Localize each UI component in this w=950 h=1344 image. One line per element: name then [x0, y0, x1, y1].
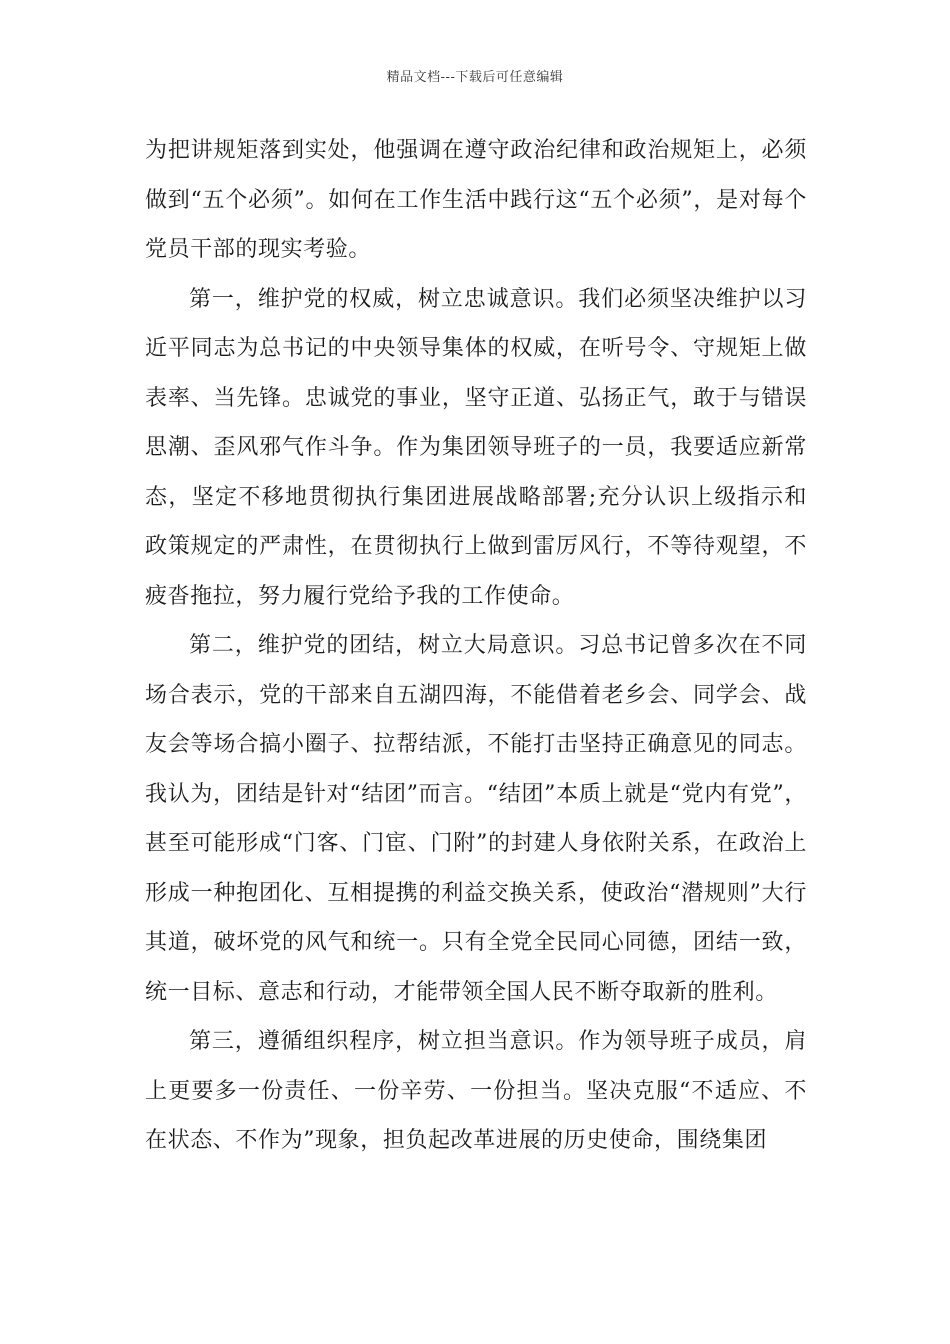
paragraph-third-point: 第三，遵循组织程序，树立担当意识。作为领导班子成员，肩上更要多一份责任、一份辛劳、一份担当。坚决克服“不适应、不在状态、不作为”现象，担负起改革进展的历史使命，围绕集团 [145, 1029, 807, 1153]
paragraph-first-point: 第一，维护党的权威，树立忠诚意识。我们必须坚决维护以习近平同志为总书记的中央领导集体的权威，在听号令、守规矩上做表率、当先锋。忠诚党的事业，坚守正道、弘扬正气，敢于与错误思潮、歪风邪气作斗争。作为集团领导班子的一员，我要适应新常态，坚定不移地贯彻执行集团进展战略部署;充分认识上级指示和政策规定的严肃性，在贯彻执行上做到雷厉风行，不等待观望，不疲沓拖拉，努力履行党给予我的工作使命。 [145, 286, 807, 609]
paragraph-intro: 为把讲规矩落到实处，他强调在遵守政治纪律和政治规矩上，必须做到“五个必须”。如何在工作生活中践行这“五个必须”，是对每个党员干部的现实考验。 [145, 138, 807, 262]
paragraph-second-point: 第二，维护党的团结，树立大局意识。习总书记曾多次在不同场合表示，党的干部来自五湖四海，不能借着老乡会、同学会、战友会等场合搞小圈子、拉帮结派，不能打击坚持正确意见的同志。我认为，团结是针对“结团”而言。“结团”本质上就是“党内有党”，甚至可能形成“门客、门宦、门附”的封建人身依附关系，在政治上形成一种抱团化、互相提携的利益交换关系，使政治“潜规则”大行其道，破坏党的风气和统一。只有全党全民同心同德，团结一致，统一目标、意志和行动，才能带领全国人民不断夺取新的胜利。 [145, 633, 807, 1005]
document-body [145, 126, 807, 1166]
page-header: 精品文档---下载后可任意编辑 [386, 70, 564, 85]
